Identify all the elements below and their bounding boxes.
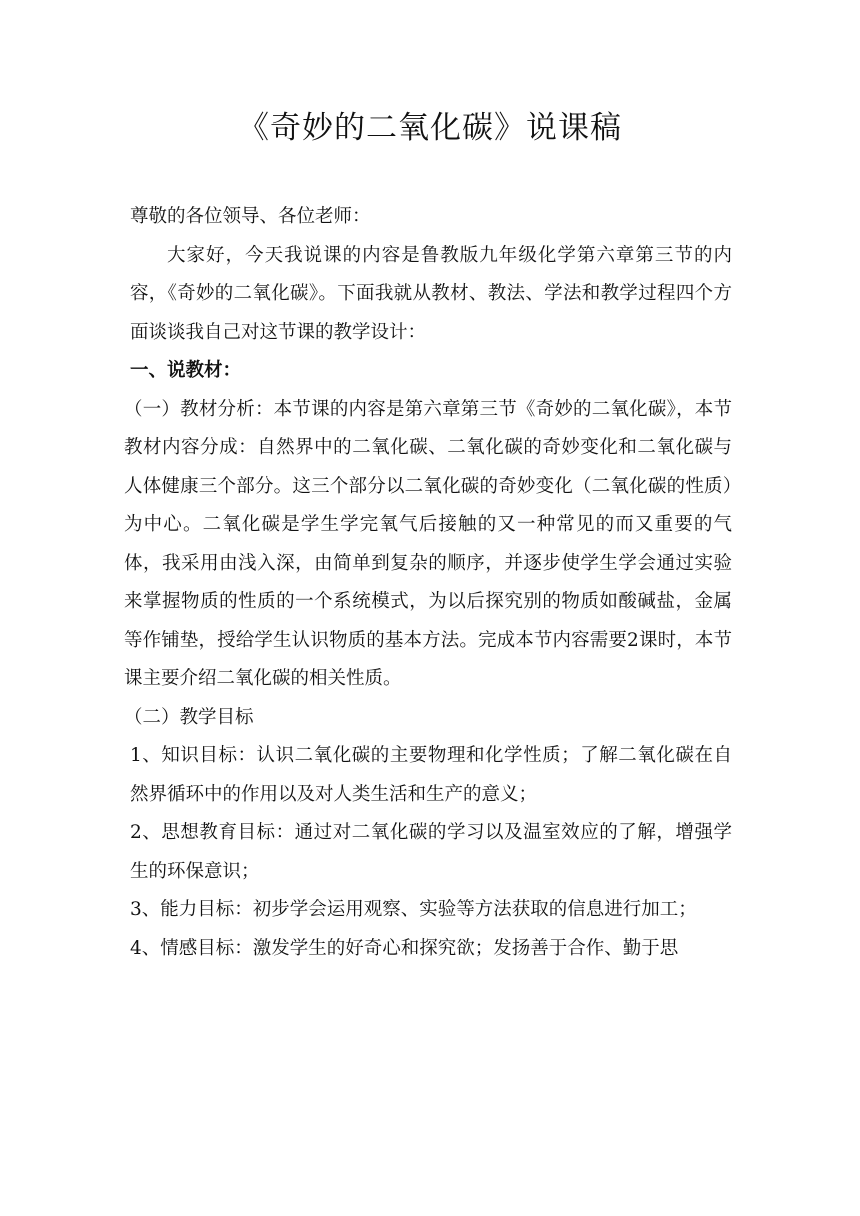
document-body bbox=[124, 198, 732, 968]
objective-ability: 3、能力目标：初步学会运用观察、实验等方法获取的信息进行加工； bbox=[130, 899, 697, 920]
intro-paragraph: 大家好，今天我说课的内容是鲁教版九年级化学第六章第三节的内容，《奇妙的二氧化碳》。下面我就从教材、教法、学法和教学过程四个方面谈谈我自己对这节课的教学设计： bbox=[130, 244, 732, 343]
teaching-objectives-heading: （二）教学目标 bbox=[124, 706, 254, 728]
objective-ideology: 2、思想教育目标：通过对二氧化碳的学习以及温室效应的了解，增强学生的环保意识； bbox=[130, 822, 732, 882]
salutation: 尊敬的各位领导、各位老师： bbox=[130, 206, 371, 227]
objective-emotion: 4、情感目标：激发学生的好奇心和探究欲；发扬善于合作、勤于思 bbox=[130, 937, 679, 959]
objective-knowledge: 1、知识目标：认识二氧化碳的主要物理和化学性质；了解二氧化碳在自然界循环中的作用以及对人类生活和生产的意义； bbox=[130, 745, 732, 805]
document-title: 《奇妙的二氧化碳》说课稿 bbox=[238, 110, 622, 146]
section-heading-textbook: 一、说教材： bbox=[130, 360, 242, 381]
textbook-analysis-paragraph: （一）教材分析：本节课的内容是第六章第三节《奇妙的二氧化碳》，本节教材内容分成：自然界中的二氧化碳、二氧化碳的奇妙变化和二氧化碳与人体健康三个部分。这三个部分以二氧化碳的奇妙变化（二氧化碳的性质）为中心。二氧化碳是学生学完氧气后接触的又一种常见的而又重要的气体，我采用由浅入深，由简单到复杂的顺序，并逐步使学生学会通过实验来掌握物质的性质的一个系统模式，为以后探究别的物质如酸碱盐，金属等作铺垫，授给学生认识物质的基本方法。完成本节内容需要2课时，本节课主要介绍二氧化碳的相关性质。 bbox=[124, 398, 732, 689]
